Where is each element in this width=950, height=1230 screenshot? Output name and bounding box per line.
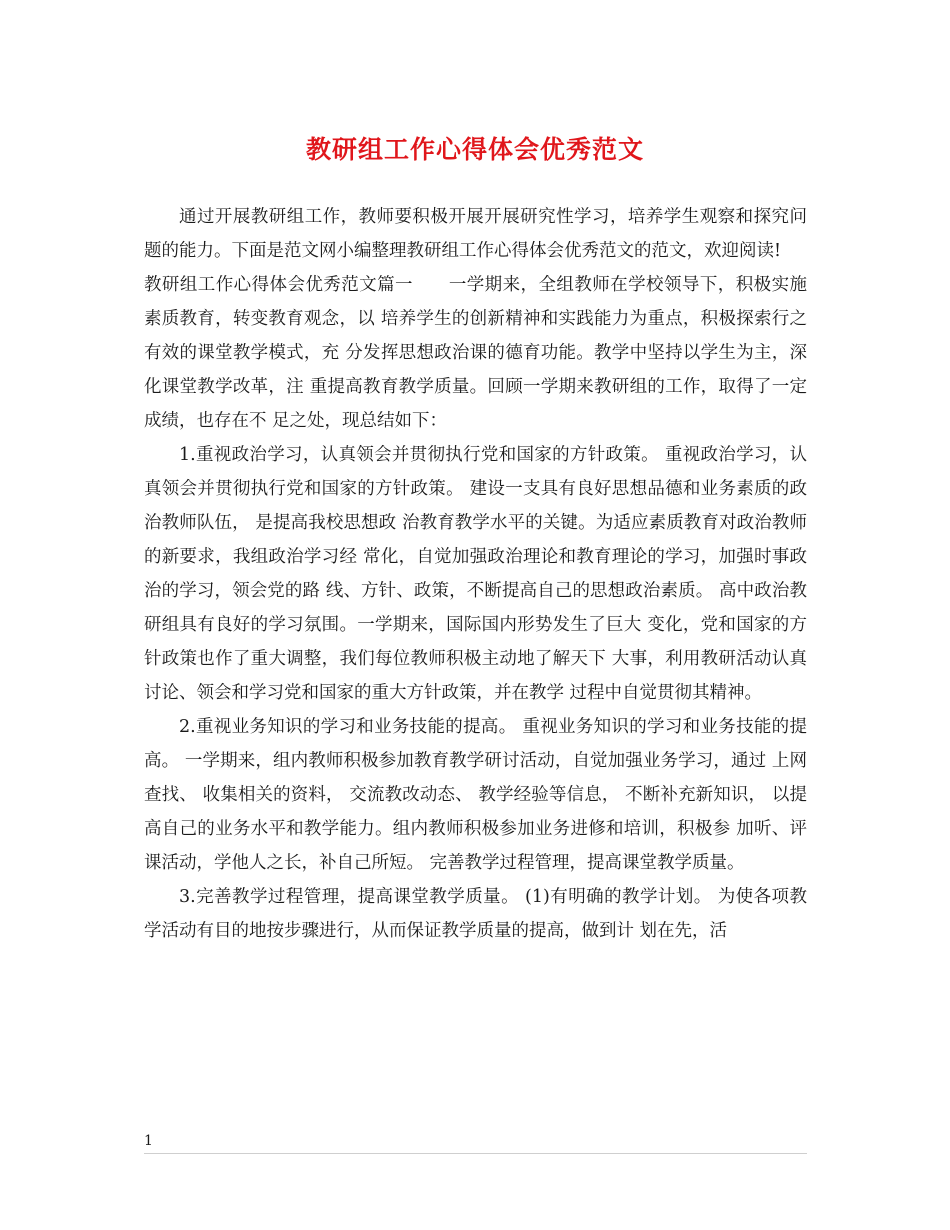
intro-paragraph: 通过开展教研组工作，教师要积极开展开展研究性学习，培养学生观察和探究问题的能力。下面是范文网小编整理教研组工作心得体会优秀范文的范文，欢迎阅读! — [144, 207, 807, 261]
document-body — [144, 200, 807, 948]
point-two-paragraph: 2.重视业务知识的学习和业务技能的提高。 重视业务知识的学习和业务技能的提高。 一学期来，组内教师积极参加教育教学研讨活动，自觉加强业务学习，通过 上网查找、 收集相关的资料， 交流教改动态、 教学经验等信息， 不断补充新知识， 以提高自己的业务水平和教学能力。组内教师积极参加业务进修和培训，积极参 加听、评课活动，学他人之长，补自己所短。 完善教学过程管理，提高课堂教学质量。 — [144, 717, 807, 873]
section-one-paragraph: 教研组工作心得体会优秀范文篇一 一学期来，全组教师在学校领导下，积极实施素质教育，转变教育观念，以 培养学生的创新精神和实践能力为重点，积极探索行之有效的课堂教学模式，充 分发挥思想政治课的德育功能。教学中坚持以学生为主，深化课堂教学改革，注 重提高教育教学质量。回顾一学期来教研组的工作，取得了一定成绩，也存在不 足之处，现总结如下： — [144, 275, 807, 431]
point-one-paragraph: 1.重视政治学习，认真领会并贯彻执行党和国家的方针政策。 重视政治学习，认真领会并贯彻执行党和国家的方针政策。 建设一支具有良好思想品德和业务素质的政治教师队伍， 是提高我校思想政 治教育教学水平的关键。为适应素质教育对政治教师的新要求，我组政治学习经 常化，自觉加强政治理论和教育理论的学习，加强时事政治的学习，领会党的路 线、方针、政策，不断提高自己的思想政治素质。 高中政治教研组具有良好的学习氛围。一学期来，国际国内形势发生了巨大 变化，党和国家的方针政策也作了重大调整，我们每位教师积极主动地了解天下 大事，利用教研活动认真讨论、领会和学习党和国家的重大方针政策，并在教学 过程中自觉贯彻其精神。 — [144, 445, 807, 703]
footer-divider — [144, 1153, 807, 1154]
document-title: 教研组工作心得体会优秀范文 — [305, 135, 644, 164]
point-three-paragraph: 3.完善教学过程管理，提高课堂教学质量。 (1)有明确的教学计划。 为使各项教学活动有目的地按步骤进行，从而保证教学质量的提高，做到计 划在先，活 — [144, 887, 807, 941]
page-number: 1 — [144, 1133, 153, 1149]
